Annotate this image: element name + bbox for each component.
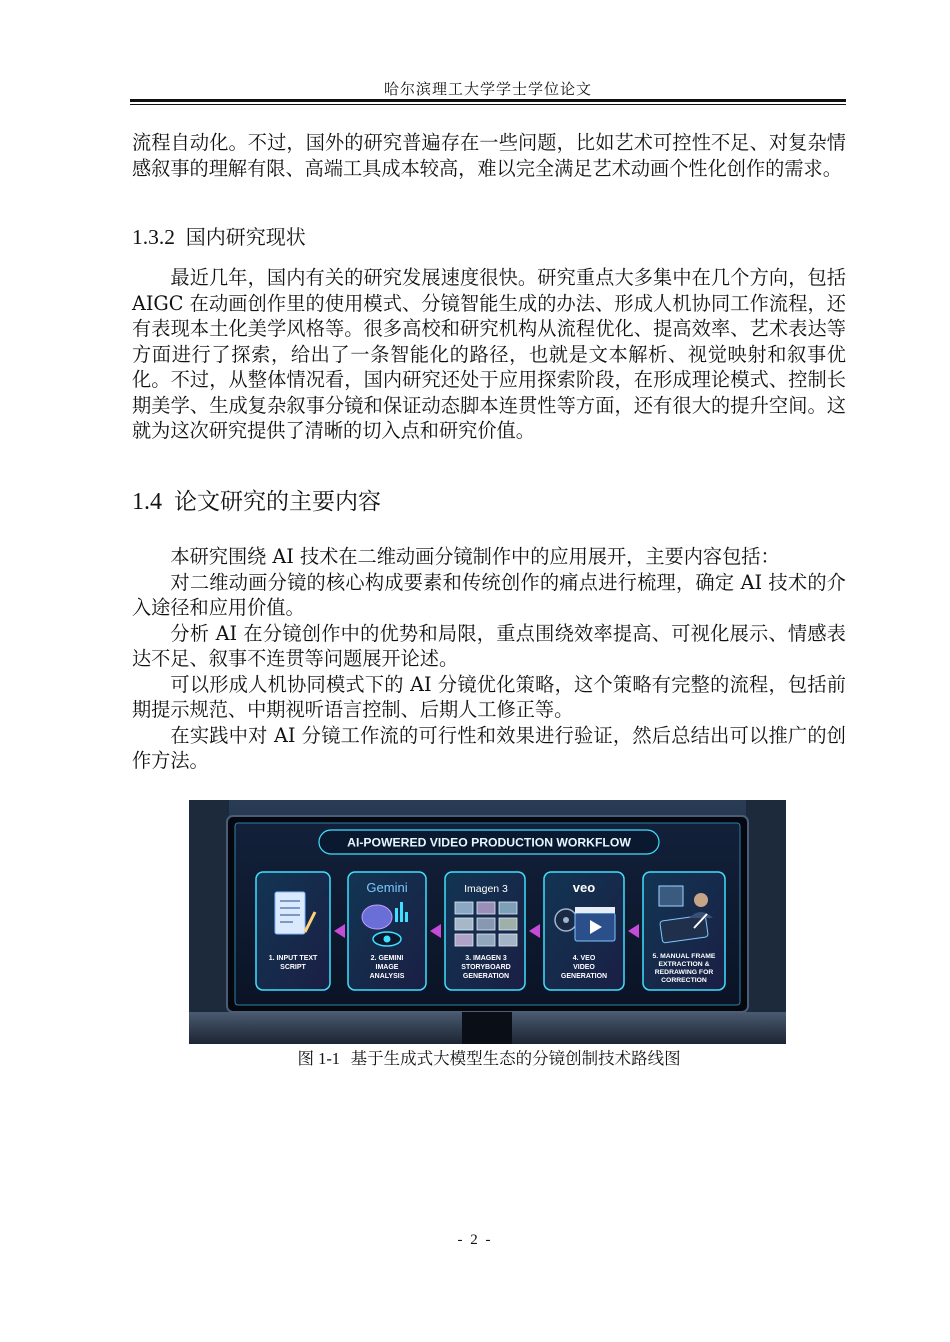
screen-title: AI-POWERED VIDEO PRODUCTION WORKFLOW [347,835,631,850]
continuation-paragraph: 流程自动化。不过，国外的研究普遍存在一些问题，比如艺术可控性不足、对复杂情感叙事的理解有限、高端工具成本较高，难以完全满足艺术动画个性化创作的需求。 [132,131,846,180]
workflow-step-5 [643,872,725,990]
svg-text:Imagen 3: Imagen 3 [464,883,508,895]
svg-text:CORRECTION: CORRECTION [661,977,707,984]
workflow-illustration [189,800,786,1044]
svg-text:5. MANUAL FRAME: 5. MANUAL FRAME [652,953,716,960]
main-content-item: 分析 AI 在分镜创作中的优势和局限，重点围绕效率提高、可视化展示、情感表达不足、叙事不连贯等问题展开论述。 [132,621,846,670]
workflow-step-2 [348,872,426,990]
svg-text:1. INPUT TEXT: 1. INPUT TEXT [268,955,318,962]
artist-icon [694,893,708,907]
svg-text:STORYBOARD: STORYBOARD [461,964,511,971]
main-content-item: 可以形成人机协同模式下的 AI 分镜优化策略，这个策略有完整的流程，包括前期提示规范、中期视听语言控制、后期人工修正等。 [132,672,846,721]
figure-caption [132,1045,846,1069]
section-number: 1.3.2 [132,225,175,249]
svg-text:SCRIPT: SCRIPT [280,964,306,971]
svg-text:GENERATION: GENERATION [462,973,510,980]
page-number: - 2 - [457,1232,493,1248]
section-title: 国内研究现状 [185,225,306,249]
running-header: 哈尔滨理工大学学士学位论文 [383,80,592,98]
continuation-paragraph-block [132,130,846,181]
svg-text:veo: veo [572,880,596,895]
main-content-intro: 本研究围绕 AI 技术在二维动画分镜制作中的应用展开，主要内容包括： [170,545,780,568]
svg-text:EXTRACTION &: EXTRACTION & [658,961,710,968]
brain-icon [362,905,392,929]
domestic-research-block [132,265,846,444]
domestic-research-paragraph: 最近几年，国内有关的研究发展速度很快。研究重点大多集中在几个方向，包括 AIGC 在动画创作里的使用模式、分镜智能生成的办法、形成人机协同工作流程，还有表现本土化美学风格等。很多高校和研究机构从流程优化、提高效率、艺术表达等方面进行了探索，给出了一条智能化的路径，也就是文本解析、视觉映射和叙事优化。不过，从整体情况看，国内研究还处于应用探索阶段，在形成理论模式、控制长期美学、生成复杂叙事分镜和保证动态脚本连贯性等方面，还有很大的提升空间。这就为这次研究提供了清晰的切入点和研究价值。 [132,266,846,442]
svg-text:Gemini: Gemini [366,880,408,895]
main-content-item: 在实践中对 AI 分镜工作流的可行性和效果进行验证，然后总结出可以推广的创作方法。 [132,723,846,772]
workflow-step-4 [544,872,624,990]
main-content-item: 对二维动画分镜的核心构成要素和传统创作的痛点进行梳理，确定 AI 技术的介入途径和应用价值。 [132,570,846,619]
section-heading-1-4 [132,483,381,516]
workflow-step-3 [445,872,525,990]
svg-text:3. IMAGEN 3: 3. IMAGEN 3 [465,955,507,962]
figure-caption-text: 基于生成式大模型生态的分镜创制技术路线图 [350,1049,681,1068]
main-content-block [132,544,846,774]
header-rule-thin [130,104,846,105]
figure-number: 图 1-1 [297,1049,341,1068]
document-icon [275,892,305,934]
section-title: 论文研究的主要内容 [174,489,381,515]
svg-text:2. GEMINI: 2. GEMINI [370,955,404,962]
svg-text:REDRAWING FOR: REDRAWING FOR [654,969,714,976]
svg-text:GENERATION: GENERATION [560,973,608,980]
header-rule-thick [130,99,846,102]
svg-text:ANALYSIS: ANALYSIS [369,973,405,980]
section-heading-1-3-2 [132,221,306,250]
section-number: 1.4 [132,489,162,515]
workflow-figure [189,800,786,1044]
workflow-step-1 [256,872,330,990]
svg-text:4. VEO: 4. VEO [572,955,596,962]
svg-text:IMAGE: IMAGE [375,964,399,971]
storyboard-frames-icon [455,902,517,946]
frame-icon [659,886,683,906]
svg-text:VIDEO: VIDEO [573,964,595,971]
